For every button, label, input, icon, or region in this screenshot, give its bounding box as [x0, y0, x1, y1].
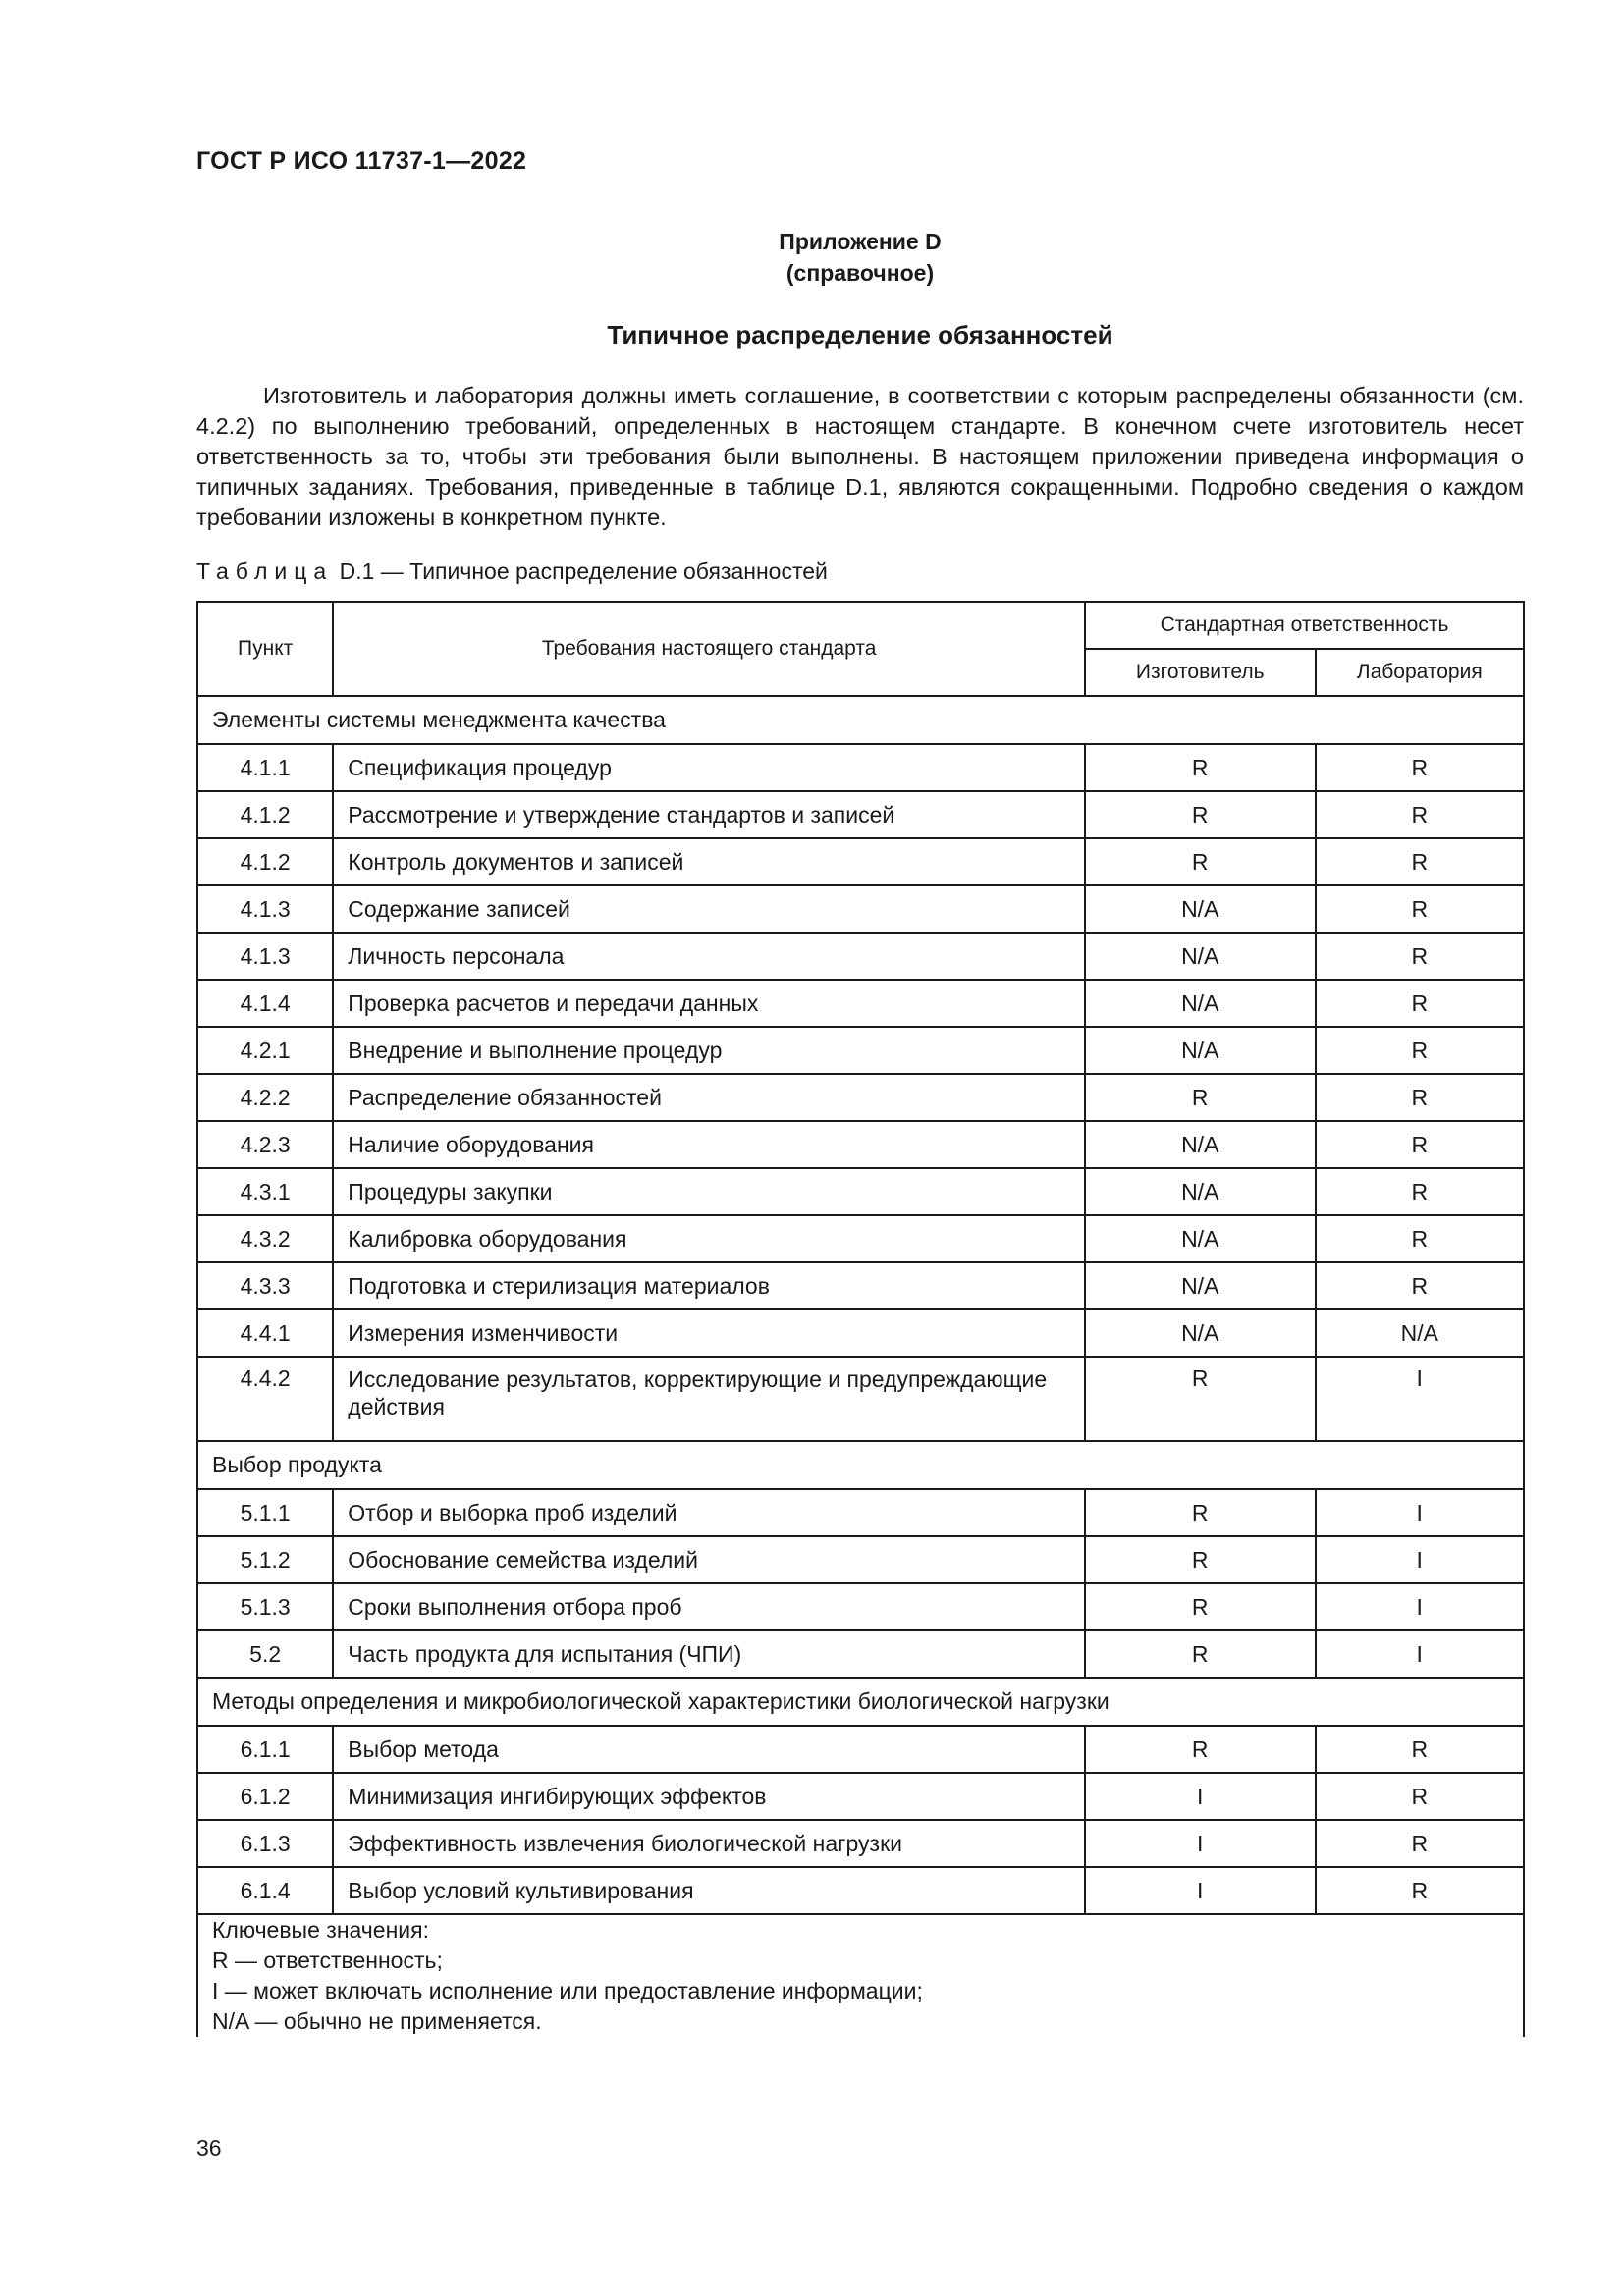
- key-cell: [197, 1914, 1524, 2037]
- cell-requirement: Процедуры закупки: [333, 1168, 1085, 1215]
- cell-laboratory: I: [1316, 1536, 1525, 1583]
- cell-manufacturer: R: [1085, 1726, 1316, 1773]
- table-caption: [196, 559, 828, 585]
- cell-item: 4.2.1: [197, 1027, 333, 1074]
- cell-requirement: Калибровка оборудования: [333, 1215, 1085, 1262]
- cell-manufacturer: N/A: [1085, 1215, 1316, 1262]
- cell-manufacturer: R: [1085, 1583, 1316, 1630]
- cell-requirement: Распределение обязанностей: [333, 1074, 1085, 1121]
- cell-item: 4.1.1: [197, 744, 333, 791]
- cell-laboratory: R: [1316, 1168, 1525, 1215]
- section-title: Типичное распределение обязанностей: [607, 320, 1113, 349]
- cell-manufacturer: I: [1085, 1773, 1316, 1820]
- cell-manufacturer: N/A: [1085, 885, 1316, 933]
- cell-laboratory: I: [1316, 1583, 1525, 1630]
- table-row: [197, 1773, 1524, 1820]
- cell-laboratory: R: [1316, 744, 1525, 791]
- group-row: [197, 1678, 1524, 1726]
- table-row: [197, 1309, 1524, 1357]
- table-row: [197, 1536, 1524, 1583]
- cell-requirement: Подготовка и стерилизация материалов: [333, 1262, 1085, 1309]
- cell-requirement: Исследование результатов, корректирующие и предупреждающие действия: [333, 1357, 1085, 1441]
- cell-laboratory: R: [1316, 1867, 1525, 1914]
- cell-item: 4.3.2: [197, 1215, 333, 1262]
- cell-requirement: Содержание записей: [333, 885, 1085, 933]
- cell-item: 5.1.2: [197, 1536, 333, 1583]
- cell-item: 6.1.3: [197, 1820, 333, 1867]
- cell-laboratory: I: [1316, 1630, 1525, 1678]
- cell-manufacturer: R: [1085, 1630, 1316, 1678]
- cell-laboratory: I: [1316, 1489, 1525, 1536]
- appendix-heading: [196, 226, 1524, 289]
- cell-item: 5.2: [197, 1630, 333, 1678]
- cell-manufacturer: R: [1085, 1489, 1316, 1536]
- cell-manufacturer: N/A: [1085, 1168, 1316, 1215]
- table-caption-label: Таблица: [196, 559, 334, 584]
- cell-item: 6.1.1: [197, 1726, 333, 1773]
- group-title: Выбор продукта: [197, 1441, 1524, 1489]
- table-row: [197, 1168, 1524, 1215]
- cell-requirement: Личность персонала: [333, 933, 1085, 980]
- header-responsibility: Стандартная ответственность: [1085, 602, 1524, 649]
- cell-item: 6.1.2: [197, 1773, 333, 1820]
- cell-requirement: Контроль документов и записей: [333, 838, 1085, 885]
- table-row: [197, 1583, 1524, 1630]
- cell-laboratory: R: [1316, 838, 1525, 885]
- cell-manufacturer: I: [1085, 1820, 1316, 1867]
- cell-requirement: Сроки выполнения отбора проб: [333, 1583, 1085, 1630]
- cell-manufacturer: N/A: [1085, 1262, 1316, 1309]
- key-line-r: R — ответственность;: [212, 1948, 443, 1973]
- cell-requirement: Эффективность извлечения биологической нагрузки: [333, 1820, 1085, 1867]
- key-title: Ключевые значения:: [212, 1917, 429, 1943]
- group-row: [197, 1441, 1524, 1489]
- cell-manufacturer: I: [1085, 1867, 1316, 1914]
- cell-item: 4.1.3: [197, 885, 333, 933]
- cell-requirement: Обоснование семейства изделий: [333, 1536, 1085, 1583]
- key-row: [197, 1914, 1524, 2037]
- header-manufacturer: Изготовитель: [1085, 649, 1316, 696]
- table-row: [197, 1262, 1524, 1309]
- cell-item: 4.1.4: [197, 980, 333, 1027]
- cell-manufacturer: R: [1085, 791, 1316, 838]
- cell-manufacturer: R: [1085, 838, 1316, 885]
- cell-laboratory: R: [1316, 933, 1525, 980]
- cell-laboratory: R: [1316, 1773, 1525, 1820]
- cell-laboratory: R: [1316, 1215, 1525, 1262]
- table-caption-text: D.1 — Типичное распределение обязанностей: [339, 559, 828, 584]
- cell-manufacturer: R: [1085, 744, 1316, 791]
- cell-requirement: Наличие оборудования: [333, 1121, 1085, 1168]
- table-row: [197, 1121, 1524, 1168]
- group-row: [197, 696, 1524, 744]
- table-row: [197, 980, 1524, 1027]
- cell-laboratory: R: [1316, 791, 1525, 838]
- table-row: [197, 1215, 1524, 1262]
- cell-laboratory: R: [1316, 1262, 1525, 1309]
- group-title: Методы определения и микробиологической характеристики биологической нагрузки: [197, 1678, 1524, 1726]
- cell-manufacturer: N/A: [1085, 1027, 1316, 1074]
- table-body: [197, 696, 1524, 1914]
- cell-item: 4.1.3: [197, 933, 333, 980]
- group-title: Элементы системы менеджмента качества: [197, 696, 1524, 744]
- cell-requirement: Спецификация процедур: [333, 744, 1085, 791]
- cell-laboratory: R: [1316, 1726, 1525, 1773]
- table-row: [197, 1027, 1524, 1074]
- appendix-title: Приложение D: [779, 229, 942, 254]
- table-row: [197, 1357, 1524, 1441]
- document-header: ГОСТ Р ИСО 11737-1—2022: [196, 147, 527, 175]
- cell-laboratory: R: [1316, 885, 1525, 933]
- header-laboratory: Лаборатория: [1316, 649, 1525, 696]
- cell-manufacturer: R: [1085, 1074, 1316, 1121]
- cell-manufacturer: R: [1085, 1536, 1316, 1583]
- table-row: [197, 933, 1524, 980]
- cell-laboratory: R: [1316, 1820, 1525, 1867]
- cell-laboratory: N/A: [1316, 1309, 1525, 1357]
- table-row: [197, 1867, 1524, 1914]
- cell-laboratory: R: [1316, 980, 1525, 1027]
- header-item: Пункт: [197, 602, 333, 696]
- cell-item: 4.3.3: [197, 1262, 333, 1309]
- header-requirement: Требования настоящего стандарта: [333, 602, 1085, 696]
- table-row: [197, 1630, 1524, 1678]
- cell-manufacturer: N/A: [1085, 1309, 1316, 1357]
- table-row: [197, 744, 1524, 791]
- cell-requirement: Часть продукта для испытания (ЧПИ): [333, 1630, 1085, 1678]
- cell-manufacturer: N/A: [1085, 933, 1316, 980]
- page-number: 36: [196, 2135, 222, 2161]
- table-row: [197, 885, 1524, 933]
- cell-requirement: Выбор метода: [333, 1726, 1085, 1773]
- cell-laboratory: R: [1316, 1074, 1525, 1121]
- cell-requirement: Измерения изменчивости: [333, 1309, 1085, 1357]
- responsibility-table: [196, 601, 1525, 2037]
- table-row: [197, 1820, 1524, 1867]
- cell-requirement: Выбор условий культивирования: [333, 1867, 1085, 1914]
- cell-item: 4.2.3: [197, 1121, 333, 1168]
- cell-item: 4.2.2: [197, 1074, 333, 1121]
- appendix-note: (справочное): [785, 260, 935, 286]
- intro-paragraph: Изготовитель и лаборатория должны иметь соглашение, в соответствии с которым распределены обязанности (см. 4.2.2) по выполнению требований, определенных в настоящем стандарте. В конечном счете изготовитель несет ответственность за то, чтобы эти требования были выполнены. В настоящем приложении приведена информация о типичных заданиях. Требования, приведенные в таблице D.1, являются сокращенными. Подробно сведения о каждом требовании изложены в конкретном пункте.: [196, 383, 1524, 530]
- cell-item: 5.1.3: [197, 1583, 333, 1630]
- table-row: [197, 838, 1524, 885]
- cell-requirement: Рассмотрение и утверждение стандартов и записей: [333, 791, 1085, 838]
- cell-requirement: Минимизация ингибирующих эффектов: [333, 1773, 1085, 1820]
- cell-laboratory: R: [1316, 1027, 1525, 1074]
- cell-item: 6.1.4: [197, 1867, 333, 1914]
- cell-item: 4.3.1: [197, 1168, 333, 1215]
- cell-requirement: Проверка расчетов и передачи данных: [333, 980, 1085, 1027]
- key-line-na: N/A — обычно не применяется.: [212, 2008, 542, 2034]
- cell-requirement: Внедрение и выполнение процедур: [333, 1027, 1085, 1074]
- table-row: [197, 1074, 1524, 1121]
- cell-manufacturer: R: [1085, 1357, 1316, 1441]
- cell-item: 4.1.2: [197, 838, 333, 885]
- cell-item: 5.1.1: [197, 1489, 333, 1536]
- cell-item: 4.4.2: [197, 1357, 333, 1441]
- table-row: [197, 1489, 1524, 1536]
- cell-manufacturer: N/A: [1085, 980, 1316, 1027]
- cell-laboratory: R: [1316, 1121, 1525, 1168]
- table-row: [197, 1726, 1524, 1773]
- cell-requirement: Отбор и выборка проб изделий: [333, 1489, 1085, 1536]
- table-row: [197, 791, 1524, 838]
- cell-item: 4.4.1: [197, 1309, 333, 1357]
- key-line-i: I — может включать исполнение или предоставление информации;: [212, 1978, 923, 2003]
- cell-laboratory: I: [1316, 1357, 1525, 1441]
- cell-item: 4.1.2: [197, 791, 333, 838]
- cell-manufacturer: N/A: [1085, 1121, 1316, 1168]
